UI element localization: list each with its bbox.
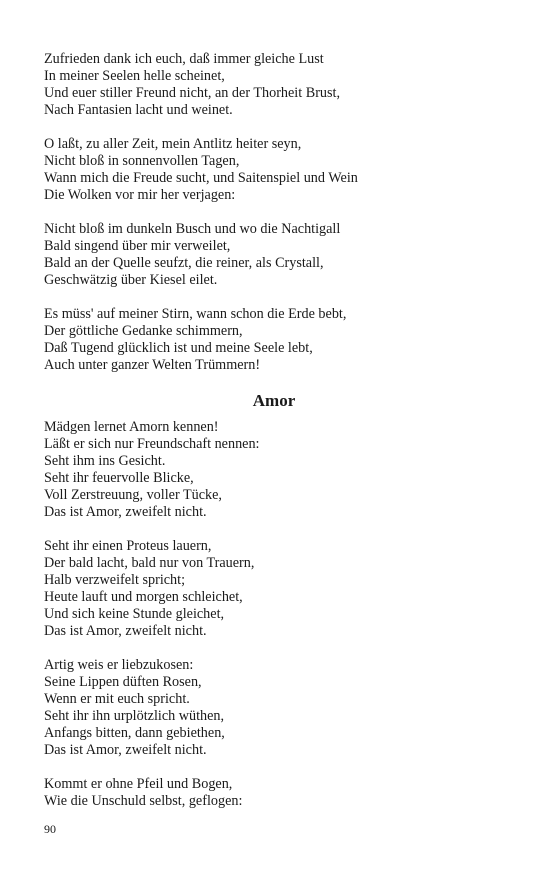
poem-line: Seht ihr ihn urplötzlich wüthen, <box>44 708 225 724</box>
poem-line: Nach Fantasien lacht und weinet. <box>44 102 233 118</box>
poem-line: Die Wolken vor mir her verjagen: <box>44 187 236 203</box>
poem-line: O laßt, zu aller Zeit, mein Antlitz heiter seyn, <box>44 136 302 152</box>
poem-line: Der göttliche Gedanke schimmern, <box>44 323 243 339</box>
poem-line: Artig weis er liebzukosen: <box>44 657 194 673</box>
poem-line: Wie die Unschuld selbst, geflogen: <box>44 793 243 809</box>
poem-line: Das ist Amor, zweifelt nicht. <box>44 623 207 639</box>
poem-line: Anfangs bitten, dann gebiethen, <box>44 725 225 741</box>
poem-line: Und sich keine Stunde gleichet, <box>44 606 225 622</box>
stanza <box>44 306 514 374</box>
poem-line: Daß Tugend glücklich ist und meine Seele lebt, <box>44 340 313 356</box>
stanza <box>44 538 514 640</box>
poem-line: Seht ihr einen Proteus lauern, <box>44 538 212 554</box>
stanza <box>44 776 514 810</box>
poem-line: Kommt er ohne Pfeil und Bogen, <box>44 776 233 792</box>
poem-line: Das ist Amor, zweifelt nicht. <box>44 742 207 758</box>
poem-line: Nicht bloß im dunkeln Busch und wo die Nachtigall <box>44 221 341 237</box>
poem-line: Voll Zerstreuung, voller Tücke, <box>44 487 222 503</box>
second-poem <box>44 419 514 810</box>
poem-line: Halb verzweifelt spricht; <box>44 572 186 588</box>
poem-line: Läßt er sich nur Freundschaft nennen: <box>44 436 260 452</box>
page-content <box>44 51 514 827</box>
poem-line: Seine Lippen düften Rosen, <box>44 674 202 690</box>
stanza <box>44 51 514 119</box>
poem-line: Und euer stiller Freund nicht, an der Thorheit Brust, <box>44 85 341 101</box>
page-number: 90 <box>44 822 56 836</box>
poem-line: Zufrieden dank ich euch, daß immer gleiche Lust <box>44 51 324 67</box>
poem-line: Nicht bloß in sonnenvollen Tagen, <box>44 153 240 169</box>
stanza <box>44 136 514 204</box>
poem-line: Seht ihr feuervolle Blicke, <box>44 470 194 486</box>
stanza <box>44 657 514 759</box>
poem-title: Amor <box>252 391 296 410</box>
poem-line: Es müss' auf meiner Stirn, wann schon die Erde bebt, <box>44 306 347 322</box>
poem-line: Bald singend über mir verweilet, <box>44 238 231 254</box>
poem-line: Auch unter ganzer Welten Trümmern! <box>44 357 261 373</box>
poem-line: Mädgen lernet Amorn kennen! <box>44 419 219 435</box>
poem-line: Wenn er mit euch spricht. <box>44 691 190 707</box>
poem-line: Heute lauft und morgen schleichet, <box>44 589 243 605</box>
first-poem <box>44 51 514 374</box>
poem-line: Bald an der Quelle seufzt, die reiner, als Crystall, <box>44 255 324 271</box>
poem-line: Seht ihm ins Gesicht. <box>44 453 166 469</box>
poem-line: Der bald lacht, bald nur von Trauern, <box>44 555 255 571</box>
poem-line: Wann mich die Freude sucht, und Saitenspiel und Wein <box>44 170 358 186</box>
poem-line: Das ist Amor, zweifelt nicht. <box>44 504 207 520</box>
stanza <box>44 221 514 289</box>
stanza <box>44 419 514 521</box>
poem-line: Geschwätzig über Kiesel eilet. <box>44 272 218 288</box>
poem-line: In meiner Seelen helle scheinet, <box>44 68 225 84</box>
